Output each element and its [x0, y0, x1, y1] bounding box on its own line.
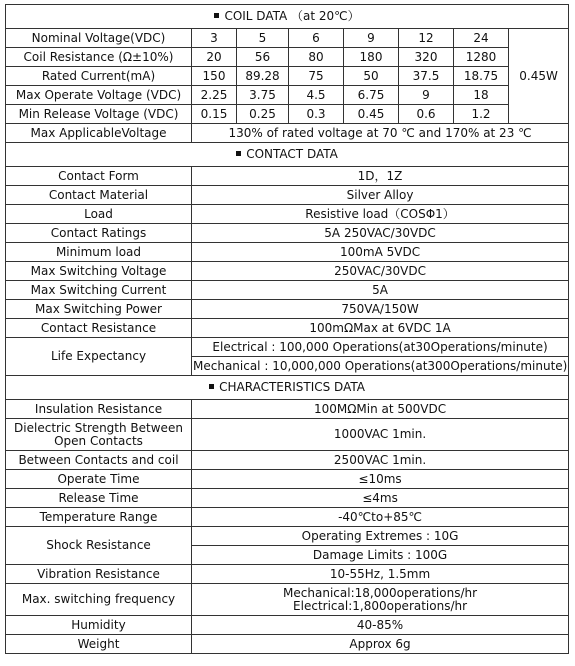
table-row: [6, 527, 569, 546]
insulation-resistance-value: 100MΩMin at 500VDC: [192, 400, 569, 419]
max-operate-cell: 4.5: [289, 86, 344, 105]
table-row: [6, 300, 569, 319]
shock-damage-value: Damage Limits : 100G: [192, 546, 569, 565]
shock-extremes-value: Operating Extremes : 10G: [192, 527, 569, 546]
humidity-label: Humidity: [6, 616, 192, 635]
max-switching-power-label: Max Switching Power: [6, 300, 192, 319]
dielectric-open-label: Dielectric Strength Between Open Contacts: [6, 419, 192, 451]
frequency-mechanical: Mechanical:18,000operations/hr: [283, 585, 478, 600]
contact-data-header: [6, 143, 569, 167]
coil-power-value: 0.45W: [509, 29, 569, 124]
contact-resistance-label: Contact Resistance: [6, 319, 192, 338]
insulation-resistance-label: Insulation Resistance: [6, 400, 192, 419]
humidity-value: 40-85%: [192, 616, 569, 635]
current-cell: 50: [344, 67, 399, 86]
contact-ratings-label: Contact Ratings: [6, 224, 192, 243]
table-row: [6, 262, 569, 281]
operate-time-value: ≤10ms: [192, 470, 569, 489]
max-operate-cell: 2.25: [192, 86, 237, 105]
rated-current-label: Rated Current(mA): [6, 67, 192, 86]
release-time-label: Release Time: [6, 489, 192, 508]
minimum-load-value: 100mA 5VDC: [192, 243, 569, 262]
max-switching-power-value: 750VA/150W: [192, 300, 569, 319]
table-row: [6, 124, 569, 143]
contact-header-text: CONTACT DATA: [246, 147, 338, 162]
current-cell: 18.75: [454, 67, 509, 86]
max-applicable-voltage-label: Max ApplicableVoltage: [6, 124, 192, 143]
voltage-cell: 5: [237, 29, 289, 48]
voltage-cell: 6: [289, 29, 344, 48]
max-switching-current-value: 5A: [192, 281, 569, 300]
current-cell: 89.28: [237, 67, 289, 86]
vibration-resistance-value: 10-55Hz, 1.5mm: [192, 565, 569, 584]
table-row: [6, 243, 569, 262]
load-value: Resistive load（COSΦ1）: [192, 205, 569, 224]
characteristics-header-text: CHARACTERISTICS DATA: [219, 380, 365, 395]
temperature-range-label: Temperature Range: [6, 508, 192, 527]
coil-header-row: [6, 5, 569, 29]
square-bullet-icon: [214, 13, 219, 18]
dielectric-open-value: 1000VAC 1min.: [192, 419, 569, 451]
voltage-cell: 9: [344, 29, 399, 48]
table-row: [6, 29, 569, 48]
table-row: [6, 584, 569, 616]
shock-resistance-label: Shock Resistance: [6, 527, 192, 565]
table-row: [6, 338, 569, 357]
nominal-voltage-label: Nominal Voltage(VDC): [6, 29, 192, 48]
table-row: [6, 419, 569, 451]
voltage-cell: 24: [454, 29, 509, 48]
dielectric-coil-value: 2500VAC 1min.: [192, 451, 569, 470]
max-operate-cell: 18: [454, 86, 509, 105]
resistance-cell: 320: [399, 48, 454, 67]
frequency-electrical: Electrical:1,800operations/hr: [293, 598, 468, 613]
switching-frequency-label: Max. switching frequency: [6, 584, 192, 616]
max-switching-voltage-label: Max Switching Voltage: [6, 262, 192, 281]
min-release-cell: 0.3: [289, 105, 344, 124]
table-row: [6, 470, 569, 489]
relay-spec-table: [5, 4, 569, 654]
table-row: [6, 508, 569, 527]
current-cell: 150: [192, 67, 237, 86]
table-row: [6, 635, 569, 654]
life-expectancy-label: Life Expectancy: [6, 338, 192, 376]
max-operate-cell: 9: [399, 86, 454, 105]
current-cell: 75: [289, 67, 344, 86]
weight-value: Approx 6g: [192, 635, 569, 654]
table-row: [6, 319, 569, 338]
coil-header-text: COIL DATA （at 20℃）: [224, 9, 360, 24]
table-row: [6, 616, 569, 635]
square-bullet-icon: [209, 384, 214, 389]
min-release-cell: 0.45: [344, 105, 399, 124]
weight-label: Weight: [6, 635, 192, 654]
table-row: [6, 48, 569, 67]
max-switching-current-label: Max Switching Current: [6, 281, 192, 300]
table-row: [6, 451, 569, 470]
voltage-cell: 12: [399, 29, 454, 48]
resistance-cell: 56: [237, 48, 289, 67]
coil-resistance-label: Coil Resistance (Ω±10%): [6, 48, 192, 67]
table-row: [6, 167, 569, 186]
table-row: [6, 489, 569, 508]
min-release-cell: 1.2: [454, 105, 509, 124]
life-mechanical-value: Mechanical : 10,000,000 Operations(at300Operations/minute): [192, 357, 569, 376]
square-bullet-icon: [236, 151, 241, 156]
characteristics-data-header: [6, 376, 569, 400]
contact-material-label: Contact Material: [6, 186, 192, 205]
voltage-cell: 3: [192, 29, 237, 48]
resistance-cell: 20: [192, 48, 237, 67]
table-row: [6, 400, 569, 419]
contact-form-value: 1D，1Z: [192, 167, 569, 186]
contact-material-value: Silver Alloy: [192, 186, 569, 205]
resistance-cell: 1280: [454, 48, 509, 67]
current-cell: 37.5: [399, 67, 454, 86]
life-electrical-value: Electrical : 100,000 Operations(at30Operations/minute): [192, 338, 569, 357]
min-release-cell: 0.15: [192, 105, 237, 124]
table-row: [6, 105, 569, 124]
coil-data-header: [6, 5, 569, 29]
max-switching-voltage-value: 250VAC/30VDC: [192, 262, 569, 281]
max-operate-cell: 6.75: [344, 86, 399, 105]
minimum-load-label: Minimum load: [6, 243, 192, 262]
min-release-cell: 0.25: [237, 105, 289, 124]
max-operate-cell: 3.75: [237, 86, 289, 105]
max-operate-voltage-label: Max Operate Voltage (VDC): [6, 86, 192, 105]
vibration-resistance-label: Vibration Resistance: [6, 565, 192, 584]
min-release-cell: 0.6: [399, 105, 454, 124]
resistance-cell: 80: [289, 48, 344, 67]
table-row: [6, 565, 569, 584]
table-row: [6, 205, 569, 224]
table-row: [6, 86, 569, 105]
dielectric-coil-label: Between Contacts and coil: [6, 451, 192, 470]
table-row: [6, 281, 569, 300]
table-row: [6, 67, 569, 86]
table-row: [6, 224, 569, 243]
contact-resistance-value: 100mΩMax at 6VDC 1A: [192, 319, 569, 338]
characteristics-header-row: [6, 376, 569, 400]
contact-ratings-value: 5A 250VAC/30VDC: [192, 224, 569, 243]
resistance-cell: 180: [344, 48, 399, 67]
switching-frequency-value: [192, 584, 569, 616]
release-time-value: ≤4ms: [192, 489, 569, 508]
temperature-range-value: -40℃to+85℃: [192, 508, 569, 527]
max-applicable-voltage-value: 130% of rated voltage at 70 ℃ and 170% at 23 ℃: [192, 124, 569, 143]
operate-time-label: Operate Time: [6, 470, 192, 489]
load-label: Load: [6, 205, 192, 224]
contact-form-label: Contact Form: [6, 167, 192, 186]
min-release-voltage-label: Min Release Voltage (VDC): [6, 105, 192, 124]
table-row: [6, 186, 569, 205]
contact-header-row: [6, 143, 569, 167]
